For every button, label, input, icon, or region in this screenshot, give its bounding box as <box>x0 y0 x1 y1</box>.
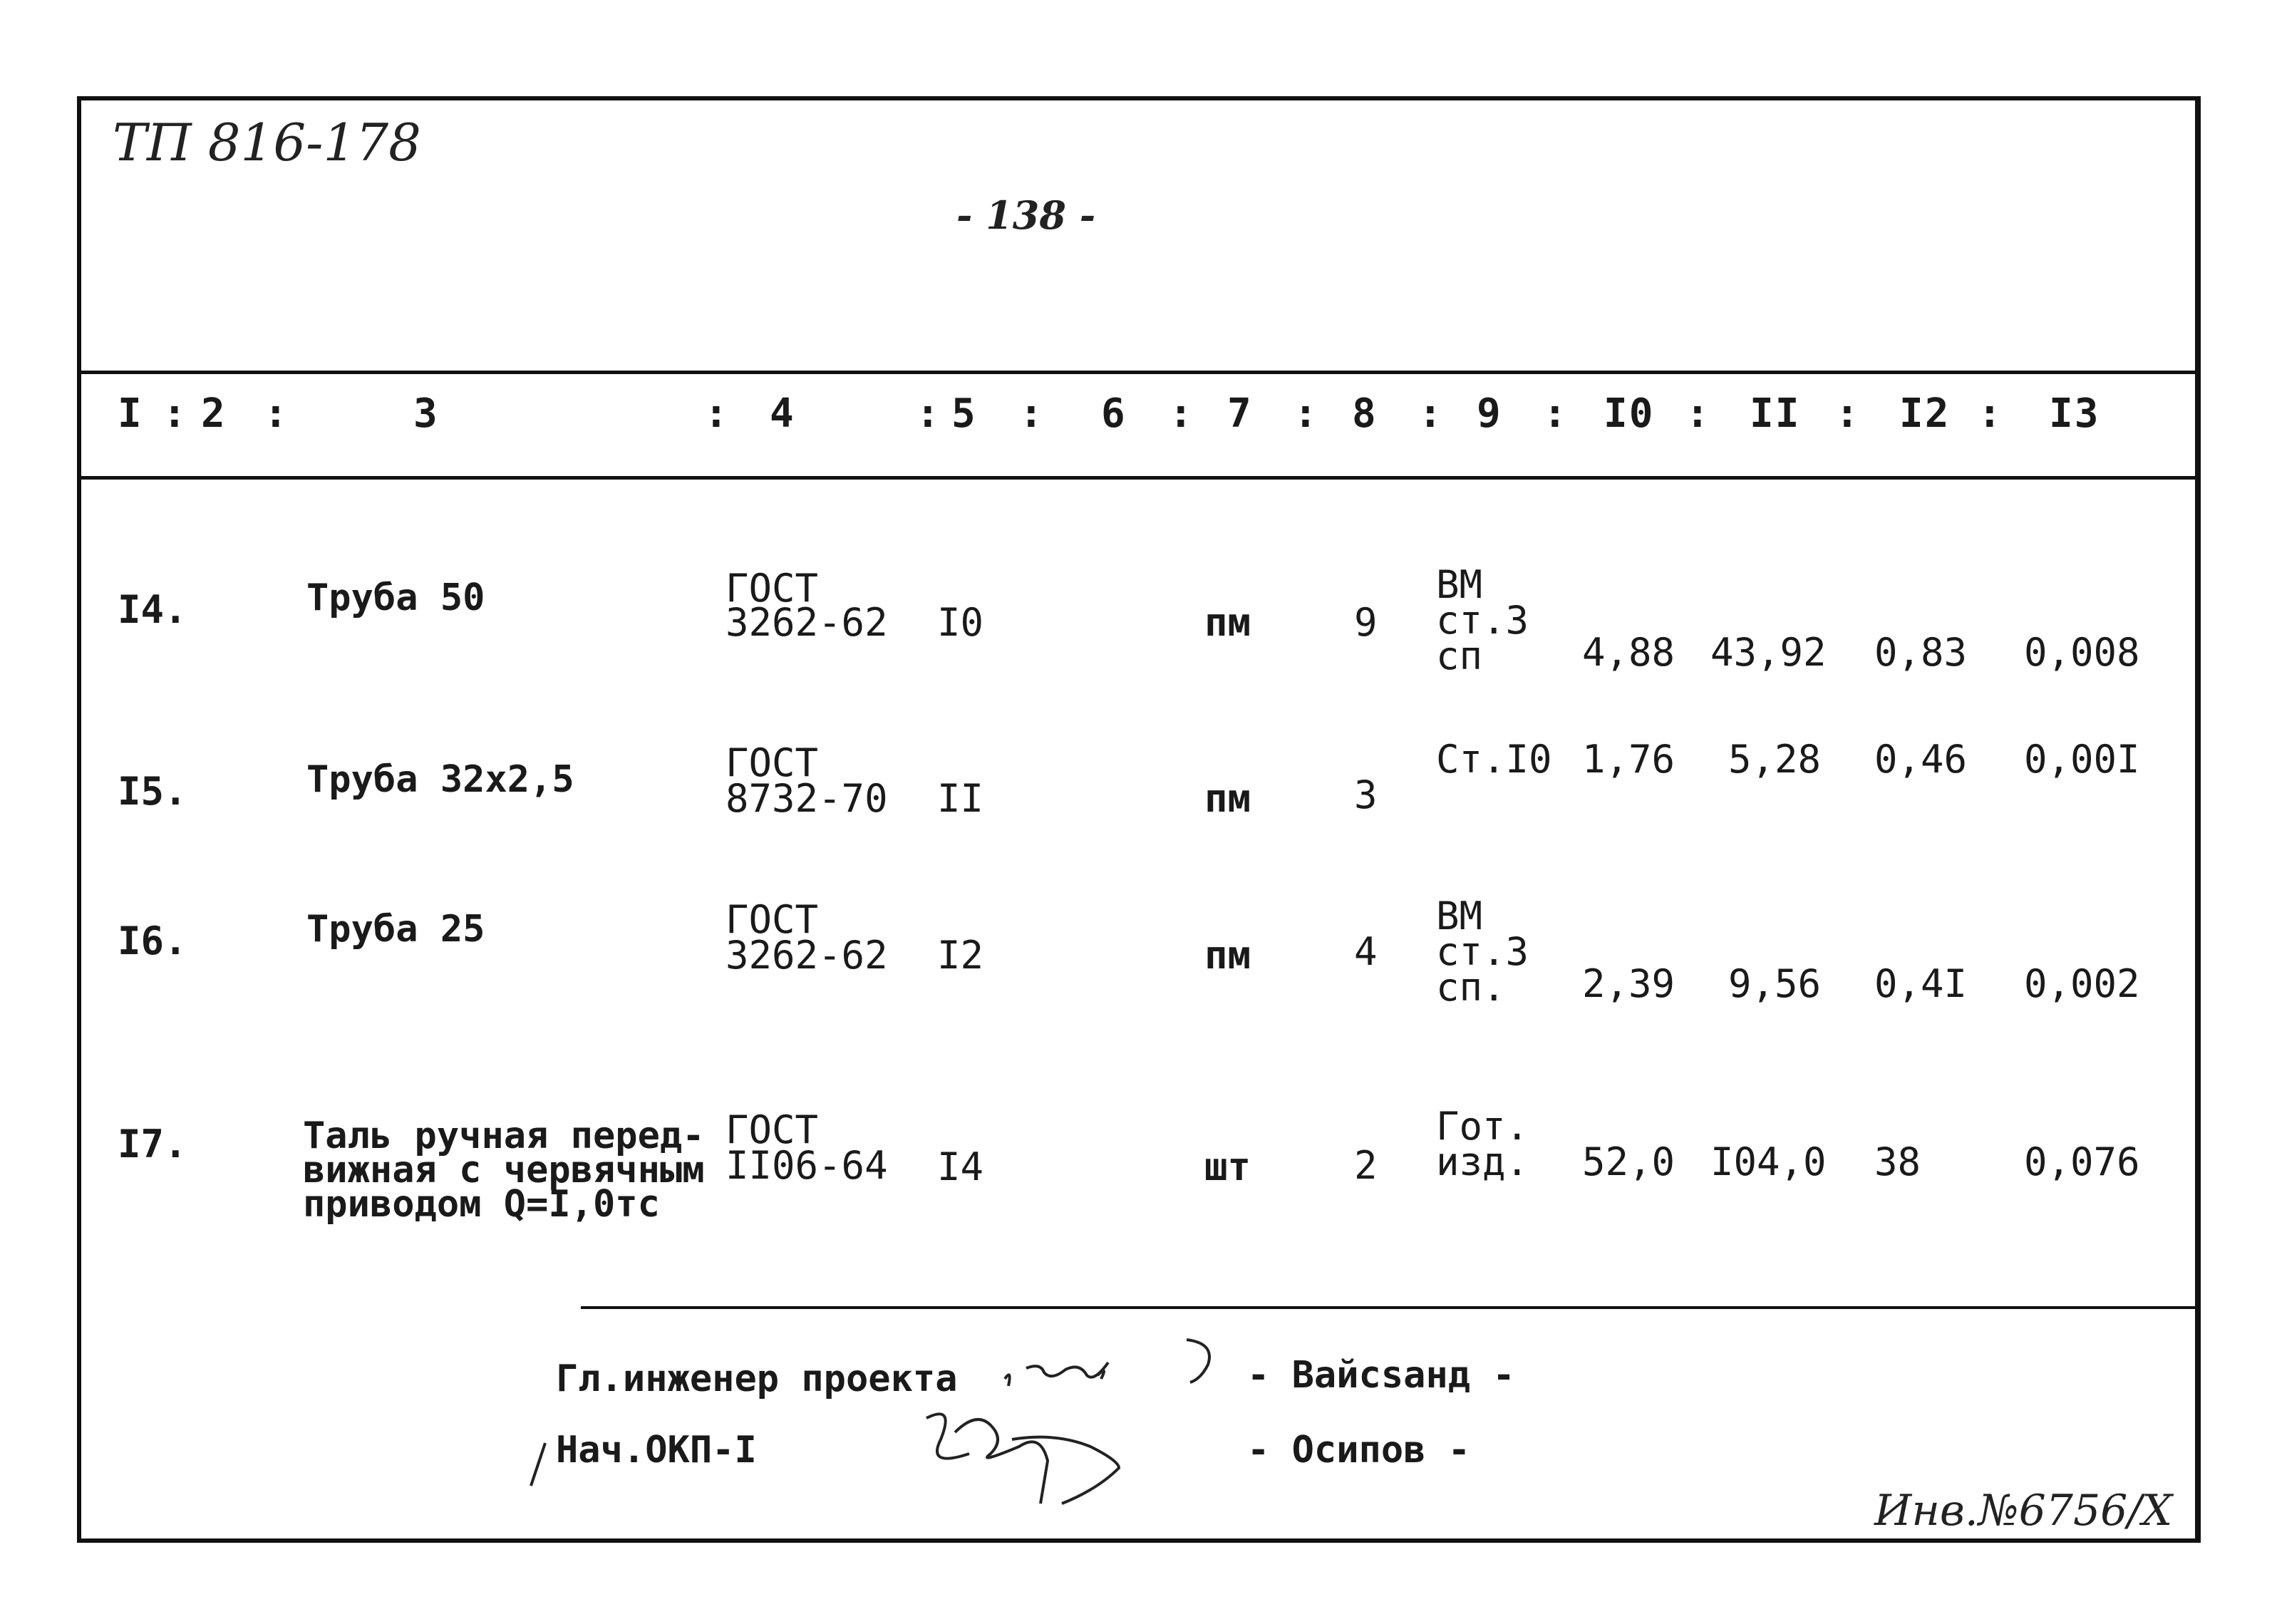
slash-mark <box>531 1443 545 1486</box>
material-line: ст.3 <box>1436 598 1529 643</box>
col-number-6: 6 <box>1101 391 1127 437</box>
col10-value: 52,0 <box>1582 1139 1675 1184</box>
col-number-7: 7 <box>1227 391 1253 437</box>
gost-number: 3262-62 <box>726 600 888 645</box>
inventory-number: Инв.№6756/X <box>1874 1486 2173 1536</box>
doc-code: ТП 816-178 <box>113 113 421 172</box>
material-line: сп <box>1436 633 1483 678</box>
chief-engineer-name: - Вайсsанд - <box>1247 1354 1515 1397</box>
head-name: - Осипов - <box>1247 1429 1471 1472</box>
row-number: I4. <box>118 587 187 632</box>
item-name: Труба 32х2,5 <box>306 758 574 801</box>
quantity: 9 <box>1354 600 1378 645</box>
col13-value: 0,00I <box>2024 737 2140 782</box>
col-separator: : <box>1543 391 1567 437</box>
quantity: 4 <box>1354 929 1378 974</box>
col5-value: I0 <box>937 600 984 645</box>
col-separator: : <box>916 391 940 437</box>
row-number: I5. <box>118 769 187 814</box>
material-line: сп. <box>1436 965 1506 1010</box>
col10-value: 1,76 <box>1582 737 1675 782</box>
unit: пм <box>1204 776 1251 821</box>
item-name: вижная с червячным <box>303 1149 705 1191</box>
chief-engineer-title: Гл.инженер проекта <box>556 1357 958 1400</box>
col-separator: : <box>162 391 187 437</box>
page-number: - 138 - <box>956 192 1096 238</box>
col10-value: 4,88 <box>1582 630 1675 675</box>
material-line: ст.3 <box>1436 929 1529 974</box>
col12-value: 0,4I <box>1874 961 1968 1006</box>
col-separator: : <box>1294 391 1318 437</box>
row-number: I6. <box>118 919 187 963</box>
gost-label: ГОСТ <box>726 566 819 611</box>
item-name: Таль ручная перед- <box>303 1114 705 1157</box>
gost-label: ГОСТ <box>726 740 819 785</box>
col11-value: 5,28 <box>1728 737 1822 782</box>
col11-value: 43,92 <box>1710 630 1827 675</box>
col-number-8: 8 <box>1352 391 1378 437</box>
material-line: Ст.I0 <box>1436 737 1552 782</box>
item-name: Труба 50 <box>306 576 485 619</box>
col-separator: : <box>1019 391 1043 437</box>
col10-value: 2,39 <box>1582 961 1675 1006</box>
col-separator: : <box>1685 391 1710 437</box>
unit: шт <box>1204 1144 1251 1189</box>
unit: пм <box>1204 933 1251 978</box>
col-separator: : <box>704 391 728 437</box>
col12-value: 38 <box>1874 1139 1921 1184</box>
material-line: ВМ <box>1436 562 1483 607</box>
col5-value: I4 <box>937 1144 984 1189</box>
gost-number: 3262-62 <box>726 933 888 978</box>
head-title: Нач.ОКП-I <box>556 1429 757 1472</box>
col13-value: 0,076 <box>2024 1139 2140 1184</box>
item-name: приводом Q=I,0тс <box>303 1183 660 1226</box>
quantity: 2 <box>1354 1143 1378 1188</box>
col13-value: 0,008 <box>2024 630 2140 675</box>
col-number-2: 2 <box>201 391 227 437</box>
col-number-9: 9 <box>1477 391 1502 437</box>
unit: пм <box>1204 600 1251 645</box>
row-number: I7. <box>118 1122 187 1167</box>
col5-value: II <box>937 776 984 821</box>
col-number-10: I0 <box>1604 391 1655 437</box>
signature-chief-engineer <box>1005 1340 1209 1386</box>
col-number-12: I2 <box>1899 391 1951 437</box>
gost-label: ГОСТ <box>726 1107 819 1152</box>
col-number-1: I <box>118 391 143 437</box>
col-separator: : <box>1418 391 1442 437</box>
signature-head <box>926 1414 1119 1504</box>
col-number-3: 3 <box>413 391 439 437</box>
col-separator: : <box>264 391 288 437</box>
col-number-4: 4 <box>770 391 795 437</box>
col-number-13: I3 <box>2049 391 2100 437</box>
col12-value: 0,83 <box>1874 630 1968 675</box>
col-separator: : <box>1169 391 1193 437</box>
material-line: ВМ <box>1436 894 1483 938</box>
quantity: 3 <box>1354 772 1378 817</box>
col12-value: 0,46 <box>1874 737 1968 782</box>
col-number-11: II <box>1750 391 1801 437</box>
gost-number: 8732-70 <box>726 776 888 821</box>
col-separator: : <box>1978 391 2002 437</box>
col13-value: 0,002 <box>2024 961 2140 1006</box>
col-number-5: 5 <box>951 391 977 437</box>
gost-number: II06-64 <box>726 1143 888 1188</box>
col11-value: I04,0 <box>1710 1139 1827 1184</box>
item-name: Труба 25 <box>306 908 485 951</box>
col11-value: 9,56 <box>1728 961 1822 1006</box>
col-separator: : <box>1835 391 1859 437</box>
gost-label: ГОСТ <box>726 897 819 942</box>
col5-value: I2 <box>937 933 984 978</box>
material-line: Гот. <box>1436 1104 1529 1149</box>
material-line: изд. <box>1436 1139 1529 1184</box>
